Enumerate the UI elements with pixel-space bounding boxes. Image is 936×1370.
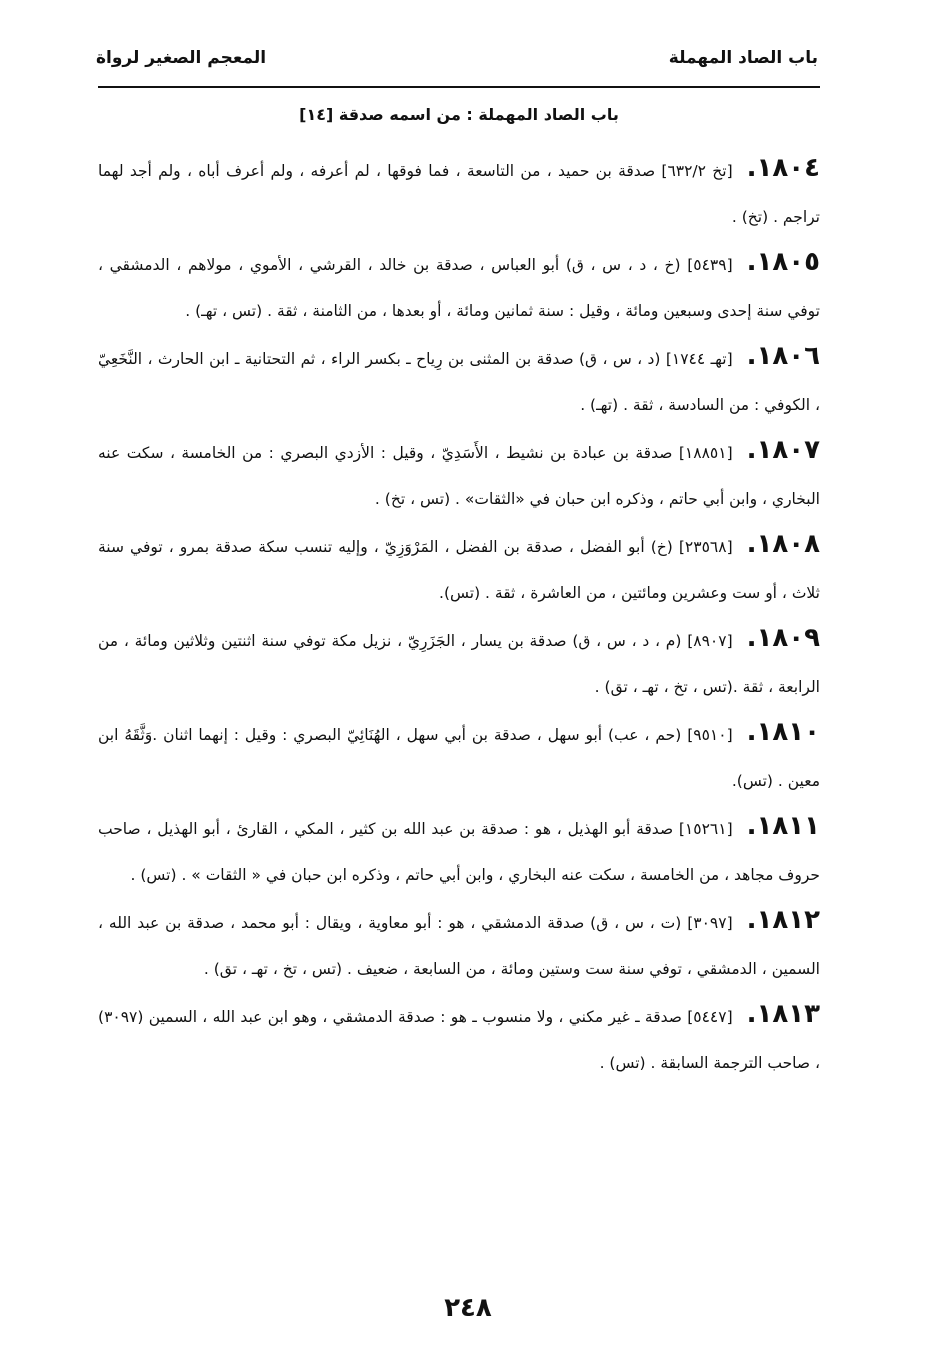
header-chapter-title: باب الصاد المهملة — [668, 48, 818, 68]
entry-text: [تخ ٦٣٢/٢] صدقة بن حميد ، من التاسعة ، فما فوقها ، لم أعرفه ، ولم أعرف أباه ، ولم أجد لهما تراجم . (تخ) . — [98, 162, 820, 226]
entry-text: [١٨٨٥١] صدقة بن عبادة بن نشيط ، الأَسَدِيّ ، وقيل : الأزدي البصري : من الخامسة ، سكت عنه البخاري ، وابن أبي حاتم ، وذكره ابن حبان في «الثقات» . (تس ، تخ) . — [98, 444, 820, 508]
entry-text: [٨٩٠٧] (م ، د ، س ، ق) صدقة بن يسار ، الجَزَرِيّ ، نزيل مكة توفي سنة اثنتين وثلاثين ومائة ، من الرابعة ، ثقة .(تس ، تخ ، تهـ ، تق) . — [98, 632, 820, 696]
entry-text: [٥٤٣٩] (خ ، د ، س ، ق) أبو العباس ، صدقة بن خالد ، القرشي ، الأموي ، مولاهم ، الدمشقي ، توفي سنة إحدى وسبعين ومائة ، وقيل : سنة ثمانين ومائة ، أو بعدها ، من الثامنة ، ثقة . (تس ، تهـ) . — [98, 256, 820, 320]
entry-1804 — [98, 146, 820, 240]
entry-text: [٩٥١٠] (حم ، عب) أبو سهل ، صدقة بن أبي سهل ، الهُنَائِيّ البصري : وقيل : إنهما اثنان .وَثَّقَهُ ابن معين . (تس). — [98, 726, 820, 790]
entry-1811 — [98, 804, 820, 898]
running-header — [96, 40, 818, 76]
entry-number: ١٨١٢. — [746, 905, 820, 935]
entry-list — [98, 146, 820, 1086]
entry-number: ١٨٠٩. — [746, 623, 820, 653]
entry-1809 — [98, 616, 820, 710]
entry-number: ١٨١١. — [746, 811, 820, 841]
entry-number: ١٨٠٤. — [746, 153, 820, 183]
entry-text: [٣٠٩٧] (ت ، س ، ق) صدقة الدمشقي ، هو : أبو معاوية ، ويقال : أبو محمد ، صدقة بن عبد الله ، السمين ، الدمشقي ، توفي سنة ست وستين ومائة ، من السابعة ، ضعيف . (تس ، تخ ، تهـ ، تق) . — [98, 914, 820, 978]
entry-number: ١٨٠٥. — [746, 247, 820, 277]
entry-1812 — [98, 898, 820, 992]
header-book-title: المعجم الصغير لرواة — [96, 48, 267, 68]
entry-number: ١٨٠٦. — [746, 341, 820, 371]
entry-1813 — [98, 992, 820, 1086]
entry-text: [١٥٢٦١] صدقة أبو الهذيل ، هو : صدقة بن عبد الله بن كثير ، المكي ، القارئ ، أبو الهذيل ، صاحب حروف مجاهد ، من الخامسة ، سكت عنه البخاري ، وابن أبي حاتم ، وذكره ابن حبان في « الثقات » . (تس) . — [98, 820, 820, 884]
entry-1806 — [98, 334, 820, 428]
page-number: ٢٤٨ — [444, 1293, 492, 1323]
entry-number: ١٨٠٧. — [746, 435, 820, 465]
entry-number: ١٨١٣. — [746, 999, 820, 1029]
entry-1810 — [98, 710, 820, 804]
entry-1808 — [98, 522, 820, 616]
section-title: [١٤] باب الصاد المهملة : من اسمه صدقة — [299, 105, 619, 124]
header-divider — [98, 86, 820, 88]
entry-text: [تهـ ١٧٤٤] (د ، س ، ق) صدقة بن المثنى بن رِياح ـ بكسر الراء ، ثم التحتانية ـ ابن الحارث ، النَّخَعِيّ ، الكوفي : من السادسة ، ثقة . (تهـ) . — [98, 350, 820, 414]
entry-1807 — [98, 428, 820, 522]
entry-text: [٢٣٥٦٨] (خ) أبو الفضل ، صدقة بن الفضل ، المَرْوَزِيّ ، وإليه تنسب سكة صدقة بمرو ، توفي سنة ثلاث ، أو ست وعشرين ومائتين ، من العاشرة ، ثقة . (تس). — [98, 538, 820, 602]
entry-text: [٥٤٤٧] صدقة ـ غير مكني ، ولا منسوب ـ هو : صدقة الدمشقي ، وهو ابن عبد الله ، السمين (٣٠٩٧) ، صاحب الترجمة السابقة . (تس) . — [98, 1008, 820, 1072]
entry-number: ١٨١٠. — [746, 717, 820, 747]
entry-1805 — [98, 240, 820, 334]
entry-number: ١٨٠٨. — [746, 529, 820, 559]
